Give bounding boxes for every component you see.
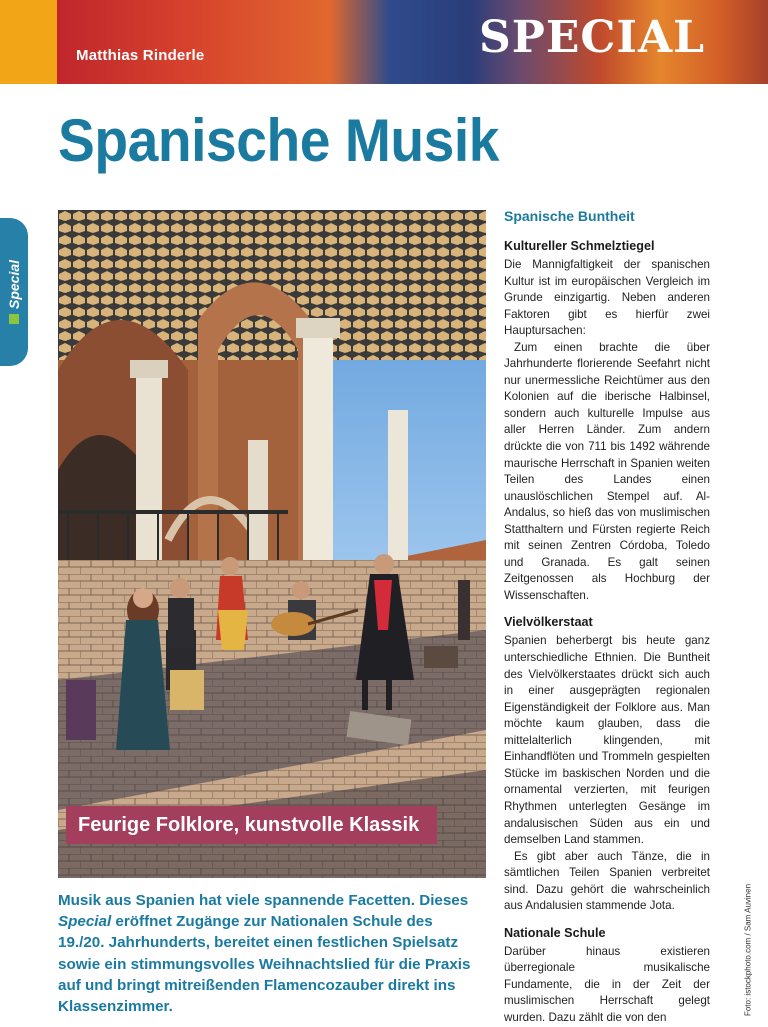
intro-text-part2: eröffnet Zugänge zur Nationalen Schule des 19./20. Jahrhunderts, bereitet einen festlichen Spielsatz sowie ein stimmungsvolles Weihnachtslied für die Praxis auf und bringt mitreißenden Flamencozauber direkt ins Klassenzimmer. (58, 913, 471, 1016)
section-title-schmelztiegel: Kultureller Schmelztiegel (504, 239, 655, 253)
paragraph: Die Mannigfaltigkeit der spanischen Kultur ist im europäischen Vergleich im Grunde einzigartig. Neben anderen Faktoren gibt es hierfür zwei Hauptursachen: (504, 258, 710, 338)
side-tab-text: Special (6, 259, 22, 310)
paragraph: Darüber hinaus existieren überregionale musikalische Fundamente, die in der Zeit der muslimischen Herrschaft gelegt wurden. Dazu zählt die von den (504, 944, 710, 1024)
section-title-nationale-schule: Nationale Schule (504, 925, 606, 940)
paragraph: Spanien beherbergt bis heute ganz unterschiedliche Ethnien. Die Buntheit des Vielvölkerstaates drückt sich auch in einer ausgeprägten regionalen Eigenständigkeit der Folklore aus. Man möchte kaum glauben, dass die mittelalterlich klingenden, mit Einhandflöten und Trommeln gespielten Stücke im baskischen Norden und die ornamental verzierten, mit feurigen Rhythmen unterlegten Gesänge im andalusischen Süden aus ein und demselben Land stammen. (504, 634, 710, 847)
article-column (504, 206, 710, 1027)
section-title-vielvoelkerstaat: Vielvölkerstaat (504, 615, 593, 630)
photo-caption: Feurige Folklore, kunstvolle Klassik (66, 806, 437, 844)
side-tab-label (6, 260, 22, 324)
photo-credit: Foto: istockphoto.com / Sam Auvinen (743, 883, 753, 1017)
side-tab-square-icon (9, 314, 19, 324)
paragraph: Es gibt aber auch Tänze, die in sämtlichen Teilen Spanien verbreitet sind. Dazu gehört die wahrscheinlich aus Andalusien stammende Jota. (504, 849, 710, 913)
section-label: SPECIAL (479, 12, 706, 63)
flamenco-photo (58, 210, 486, 878)
intro-text-part1: Musik aus Spanien hat viele spannende Facetten. Dieses (58, 892, 469, 909)
page-title: Spanische Musik (58, 107, 499, 174)
intro-emphasis: Special (58, 913, 112, 931)
intro-text (58, 890, 478, 1017)
author-name: Matthias Rinderle (76, 47, 205, 64)
photo-illustration (58, 210, 486, 878)
page-header (0, 0, 768, 84)
paragraph: Zum einen brachte die über Jahrhunderte florierende Seefahrt nicht nur unermessliche Reichtümer aus den Kolonien auf die iberische Halbinsel, sondern auch kulturelle Impulse aus aller Herren Länder. Zum andern drückte die von 711 bis 1492 währende maurische Herrschaft in Spanien weiten Teilen des Landes einen unauslöschlichen Stempel auf. Al-Andalus, so hieß das von muslimischen Statthaltern und Fürsten regierte Reich mit seinen Zentren Córdoba, Toledo und Granada. Es galt seinen Zeitgenossen als Hochburg der Wissenschaften. (504, 340, 710, 602)
article-heading: Spanische Buntheit (504, 208, 635, 224)
